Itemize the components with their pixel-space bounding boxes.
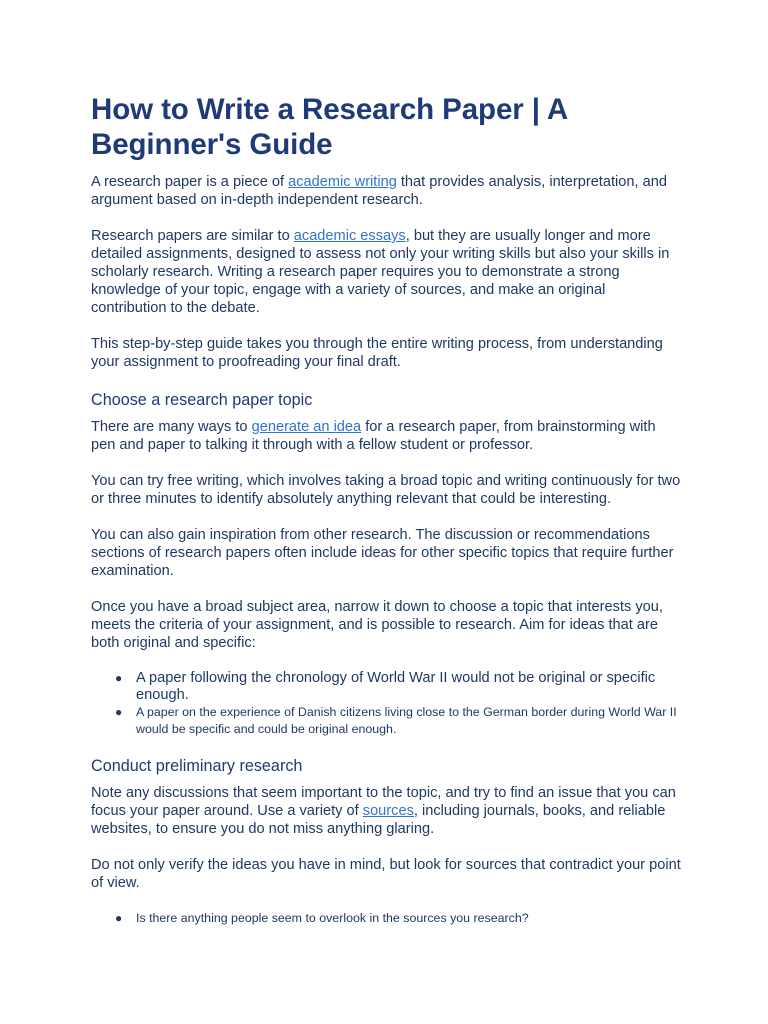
document-page (91, 92, 681, 927)
section2-p1-text-before: Note any discussions that seem important to the topic, and try to find an issue that you can focus your paper around. Use a variety of (91, 785, 676, 819)
section2-paragraph-2: Do not only verify the ideas you have in mind, but look for sources that contradict your point of view. (91, 857, 681, 891)
section-heading-choose-topic: Choose a research paper topic (91, 391, 313, 409)
section1-paragraph-4: Once you have a broad subject area, narrow it down to choose a topic that interests you, meets the criteria of your assignment, and is possible to research. Aim for ideas that are both original and specific: (91, 599, 663, 651)
list-item (115, 910, 681, 927)
topic-examples-list (91, 670, 681, 738)
intro-paragraph-1 (91, 173, 681, 209)
section1-p1-text-after: for a research paper, from brainstorming with pen and paper to talking it through with a fellow student or professor. (91, 419, 656, 453)
academic-essays-link[interactable]: academic essays (293, 228, 406, 244)
intro-p1-text-after: that provides analysis, interpretation, and argument based on in-depth independent research. (91, 174, 667, 208)
section1-p1-text-before: There are many ways to (91, 419, 252, 435)
list-item-text: A paper on the experience of Danish citizens living close to the German border during World War II would be specific and could be original enough. (136, 705, 677, 736)
section1-paragraph-2: You can try free writing, which involves taking a broad topic and writing continuously for two or three minutes to identify absolutely anything relevant that could be interesting. (91, 473, 681, 507)
bullet-icon: ● (115, 671, 123, 685)
section2-p1-text-after: , including journals, books, and reliable websites, to ensure you do not miss anything glaring. (91, 803, 666, 837)
research-questions-list (91, 910, 681, 927)
section2-paragraph-1 (91, 784, 681, 838)
list-item (115, 670, 681, 704)
intro-p2-text-before: Research papers are similar to (91, 228, 294, 244)
sources-link[interactable]: sources (362, 803, 414, 819)
list-item (115, 704, 681, 738)
academic-writing-link[interactable]: academic writing (288, 174, 397, 190)
section1-paragraph-1 (91, 418, 681, 454)
intro-p2-text-after: , but they are usually longer and more detailed assignments, designed to assess not only your writing skills but also your skills in scholarly research. Writing a research paper requires you to demonstrate a strong knowledge of your topic, engage with a variety of sources, and make an original contribution to the debate. (91, 228, 670, 316)
generate-an-idea-link[interactable]: generate an idea (251, 419, 362, 435)
intro-p1-text-before: A research paper is a piece of (91, 174, 289, 190)
bullet-icon: ● (115, 911, 123, 925)
intro-paragraph-3: This step-by-step guide takes you through the entire writing process, from understanding your assignment to proofreading your final draft. (91, 336, 663, 370)
intro-paragraph-2 (91, 227, 681, 317)
section1-paragraph-3: You can also gain inspiration from other research. The discussion or recommendations sections of research papers often include ideas for other specific topics that require further examination. (91, 527, 674, 579)
bullet-icon: ● (115, 705, 123, 719)
list-item-text: Is there anything people seem to overlook in the sources you research? (136, 911, 529, 925)
page-title: How to Write a Research Paper | A Beginner's Guide (91, 93, 568, 161)
list-item-text: A paper following the chronology of World War II would not be original or specific enough. (136, 670, 656, 703)
section-heading-preliminary-research: Conduct preliminary research (91, 757, 303, 775)
